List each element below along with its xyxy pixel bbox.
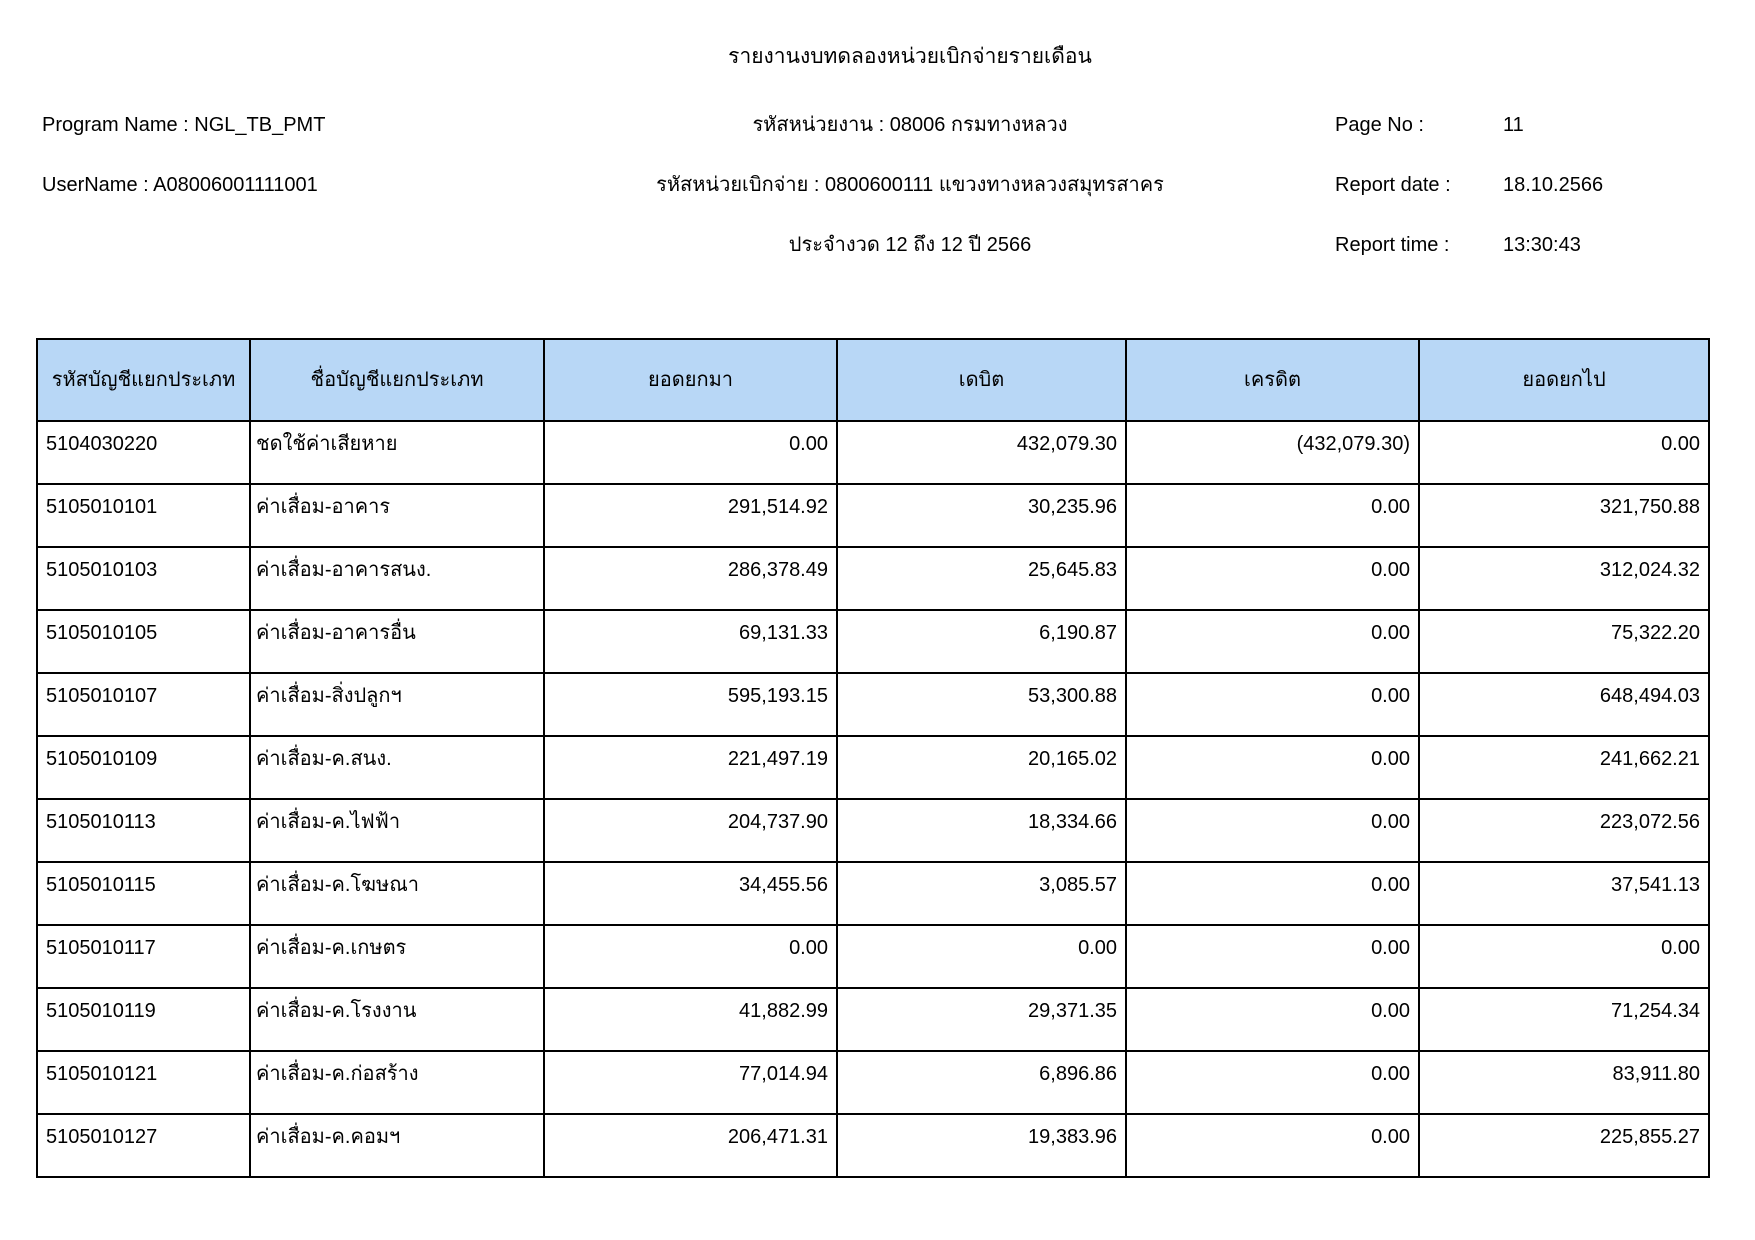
table-row (37, 547, 1709, 610)
cell-debit: 19,383.96 (837, 1114, 1126, 1177)
cell-credit: 0.00 (1126, 925, 1419, 988)
table-row (37, 736, 1709, 799)
report-time-value: 13:30:43 (1503, 234, 1581, 256)
table-row (37, 1114, 1709, 1177)
cell-debit: 3,085.57 (837, 862, 1126, 925)
report-date-label: Report date : (1335, 174, 1451, 196)
table-body (37, 421, 1709, 1177)
column-header-debit: เดบิต (837, 339, 1126, 421)
cell-credit: 0.00 (1126, 799, 1419, 862)
cell-balance-carried-forward: 241,662.21 (1419, 736, 1709, 799)
disbursement-unit-code: รหัสหน่วยเบิกจ่าย : 0800600111 แขวงทางหลวงสมุทรสาคร (656, 174, 1164, 196)
cell-debit: 6,896.86 (837, 1051, 1126, 1114)
cell-debit: 6,190.87 (837, 610, 1126, 673)
cell-balance-brought-forward: 77,014.94 (544, 1051, 837, 1114)
cell-debit: 18,334.66 (837, 799, 1126, 862)
cell-balance-carried-forward: 223,072.56 (1419, 799, 1709, 862)
cell-credit: 0.00 (1126, 1051, 1419, 1114)
cell-balance-brought-forward: 206,471.31 (544, 1114, 837, 1177)
cell-account-code: 5105010119 (37, 988, 250, 1051)
cell-balance-carried-forward: 37,541.13 (1419, 862, 1709, 925)
cell-balance-carried-forward: 312,024.32 (1419, 547, 1709, 610)
cell-account-code: 5105010121 (37, 1051, 250, 1114)
cell-balance-brought-forward: 34,455.56 (544, 862, 837, 925)
user-name: UserName : A08006001111001 (42, 174, 318, 196)
cell-credit: 0.00 (1126, 862, 1419, 925)
cell-account-name: ค่าเสื่อม-ค.โฆษณา (250, 862, 544, 925)
cell-debit: 30,235.96 (837, 484, 1126, 547)
cell-debit: 432,079.30 (837, 421, 1126, 484)
cell-balance-brought-forward: 41,882.99 (544, 988, 837, 1051)
cell-balance-brought-forward: 221,497.19 (544, 736, 837, 799)
cell-debit: 29,371.35 (837, 988, 1126, 1051)
cell-credit: 0.00 (1126, 484, 1419, 547)
table-row (37, 610, 1709, 673)
cell-account-code: 5105010117 (37, 925, 250, 988)
cell-account-name: ค่าเสื่อม-ค.คอมฯ (250, 1114, 544, 1177)
cell-account-name: ค่าเสื่อม-อาคาร (250, 484, 544, 547)
cell-account-name: ค่าเสื่อม-สิ่งปลูกฯ (250, 673, 544, 736)
cell-balance-brought-forward: 0.00 (544, 421, 837, 484)
cell-credit: 0.00 (1126, 736, 1419, 799)
cell-account-code: 5105010105 (37, 610, 250, 673)
cell-account-code: 5105010115 (37, 862, 250, 925)
agency-code: รหัสหน่วยงาน : 08006 กรมทางหลวง (752, 114, 1068, 136)
cell-debit: 25,645.83 (837, 547, 1126, 610)
trial-balance-table-container (36, 338, 1710, 1178)
cell-debit: 0.00 (837, 925, 1126, 988)
cell-account-code: 5105010127 (37, 1114, 250, 1177)
cell-account-name: ค่าเสื่อม-ค.เกษตร (250, 925, 544, 988)
cell-balance-carried-forward: 0.00 (1419, 421, 1709, 484)
cell-account-name: ค่าเสื่อม-ค.ก่อสร้าง (250, 1051, 544, 1114)
cell-balance-brought-forward: 204,737.90 (544, 799, 837, 862)
program-name: Program Name : NGL_TB_PMT (42, 114, 326, 136)
cell-balance-carried-forward: 648,494.03 (1419, 673, 1709, 736)
column-header-balance-carried-forward: ยอดยกไป (1419, 339, 1709, 421)
cell-account-name: ค่าเสื่อม-อาคารสนง. (250, 547, 544, 610)
column-header-balance-brought-forward: ยอดยกมา (544, 339, 837, 421)
cell-balance-carried-forward: 321,750.88 (1419, 484, 1709, 547)
trial-balance-table (36, 338, 1710, 1178)
table-row (37, 925, 1709, 988)
cell-debit: 53,300.88 (837, 673, 1126, 736)
cell-credit: 0.00 (1126, 988, 1419, 1051)
report-title: รายงานงบทดลองหน่วยเบิกจ่ายรายเดือน (728, 45, 1092, 68)
table-header-row (37, 339, 1709, 421)
cell-balance-carried-forward: 75,322.20 (1419, 610, 1709, 673)
cell-balance-brought-forward: 595,193.15 (544, 673, 837, 736)
cell-account-name: ค่าเสื่อม-ค.ไฟฟ้า (250, 799, 544, 862)
cell-balance-carried-forward: 225,855.27 (1419, 1114, 1709, 1177)
cell-account-code: 5105010109 (37, 736, 250, 799)
cell-account-code: 5105010103 (37, 547, 250, 610)
cell-account-name: ชดใช้ค่าเสียหาย (250, 421, 544, 484)
period: ประจำงวด 12 ถึง 12 ปี 2566 (788, 234, 1032, 256)
cell-balance-carried-forward: 71,254.34 (1419, 988, 1709, 1051)
table-row (37, 673, 1709, 736)
page-no-label: Page No : (1335, 114, 1424, 136)
cell-balance-brought-forward: 286,378.49 (544, 547, 837, 610)
column-header-credit: เครดิต (1126, 339, 1419, 421)
cell-balance-carried-forward: 0.00 (1419, 925, 1709, 988)
table-row (37, 484, 1709, 547)
table-row (37, 862, 1709, 925)
cell-balance-brought-forward: 69,131.33 (544, 610, 837, 673)
column-header-account-code: รหัสบัญชีแยกประเภท (37, 339, 250, 421)
table-row (37, 799, 1709, 862)
cell-account-code: 5105010101 (37, 484, 250, 547)
cell-debit: 20,165.02 (837, 736, 1126, 799)
cell-credit: 0.00 (1126, 610, 1419, 673)
cell-account-name: ค่าเสื่อม-ค.โรงงาน (250, 988, 544, 1051)
cell-balance-carried-forward: 83,911.80 (1419, 1051, 1709, 1114)
cell-account-name: ค่าเสื่อม-อาคารอื่น (250, 610, 544, 673)
cell-account-code: 5105010107 (37, 673, 250, 736)
cell-credit: 0.00 (1126, 1114, 1419, 1177)
report-time-label: Report time : (1335, 234, 1450, 256)
cell-account-code: 5104030220 (37, 421, 250, 484)
table-row (37, 1051, 1709, 1114)
cell-account-name: ค่าเสื่อม-ค.สนง. (250, 736, 544, 799)
cell-credit: (432,079.30) (1126, 421, 1419, 484)
cell-balance-brought-forward: 0.00 (544, 925, 837, 988)
table-row (37, 988, 1709, 1051)
table-row (37, 421, 1709, 484)
cell-account-code: 5105010113 (37, 799, 250, 862)
cell-balance-brought-forward: 291,514.92 (544, 484, 837, 547)
column-header-account-name: ชื่อบัญชีแยกประเภท (250, 339, 544, 421)
cell-credit: 0.00 (1126, 673, 1419, 736)
report-date-value: 18.10.2566 (1503, 174, 1604, 196)
cell-credit: 0.00 (1126, 547, 1419, 610)
page-no-value: 11 (1503, 114, 1524, 136)
